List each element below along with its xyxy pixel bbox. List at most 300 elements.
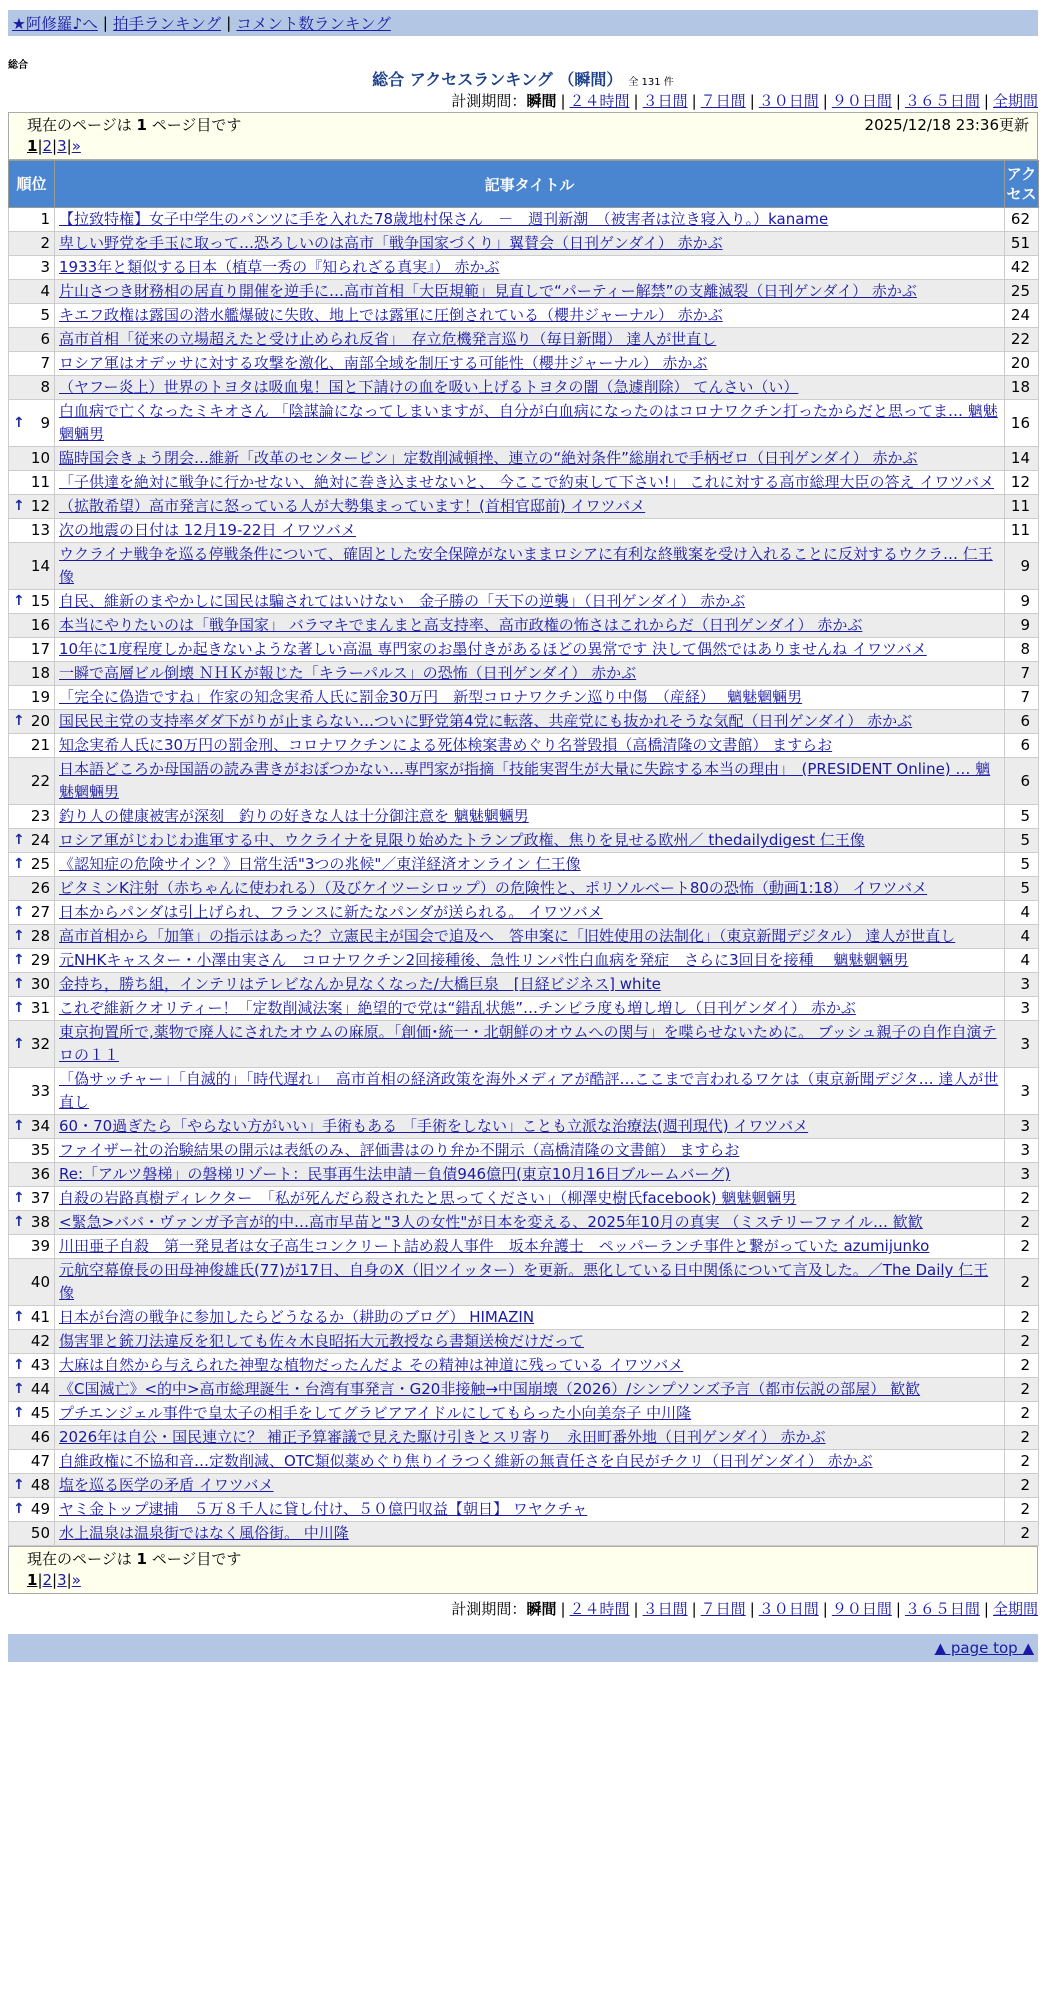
article-link[interactable]: 10年に1度程度しか起きないような著しい高温 専門家のお墨付きがあるほどの異常です 決して偶然ではありませんね イワツバメ <box>59 640 927 658</box>
rank-cell <box>9 1021 55 1068</box>
table-row <box>9 925 1039 949</box>
period-separator: | <box>895 1600 901 1618</box>
article-link[interactable]: 元航空幕僚長の田母神俊雄氏(77)が17日、自身のX（旧ツイッター）を更新。悪化している日中関係について言及した。／The Daily 仁王像 <box>59 1261 989 1302</box>
access-count: 16 <box>1005 400 1039 447</box>
article-link[interactable]: 日本からパンダは引上げられ、フランスに新たなパンダが送られる。 イワツバメ <box>59 903 603 921</box>
title-cell <box>55 1187 1005 1211</box>
page-link[interactable]: » <box>71 1571 81 1589</box>
article-link[interactable]: 塩を巡る医学の矛盾 イワツバメ <box>59 1476 274 1494</box>
period-link[interactable]: ２４時間 <box>569 92 630 110</box>
category-label: 総合 <box>8 60 28 71</box>
article-link[interactable]: 自民、維新のまやかしに国民は騙されてはいけない 金子勝の「天下の逆襲」（日刊ゲンダイ） 赤かぶ <box>59 592 746 610</box>
title-cell <box>55 1402 1005 1426</box>
article-link[interactable]: キエフ政権は露国の潜水艦爆破に失敗、地上では露軍に圧倒されている（櫻井ジャーナル） 赤かぶ <box>59 306 723 324</box>
rank-cell <box>9 614 55 638</box>
period-separator: | <box>560 92 566 110</box>
article-link[interactable]: 日本が台湾の戦争に参加したらどうなるか（耕助のブログ） HIMAZIN <box>59 1308 535 1326</box>
access-count: 4 <box>1005 925 1039 949</box>
rank-cell <box>9 447 55 471</box>
period-separator: | <box>633 92 639 110</box>
pager-status-row <box>27 115 1029 135</box>
article-link[interactable]: 【拉致特権】女子中学生のパンツに手を入れた78歳地村保さん － 週刊新潮 （被害者は泣き寝入り。）kaname <box>59 210 829 228</box>
article-link[interactable]: ロシア軍はオデッサに対する攻撃を激化、南部全域を制圧する可能性（櫻井ジャーナル） 赤かぶ <box>59 354 708 372</box>
rank-up-arrow-icon: ↑ <box>13 1477 25 1493</box>
current-page-post: ページ目です <box>151 116 242 134</box>
rank-cell <box>9 256 55 280</box>
table-row <box>9 973 1039 997</box>
page-title-text: 総合 アクセスランキング （瞬間） <box>372 70 623 89</box>
header-rank: 順位 <box>9 161 55 208</box>
table-row <box>9 853 1039 877</box>
title-cell <box>55 853 1005 877</box>
title-cell <box>55 973 1005 997</box>
access-count: 6 <box>1005 734 1039 758</box>
title-cell <box>55 1259 1005 1306</box>
title-cell <box>55 352 1005 376</box>
article-link[interactable]: 元NHKキャスター・小澤由実さん コロナワクチン2回接種後、急性リンパ性白血病を発症 さらに3回目を接種 魑魅魍魎男 <box>59 951 909 969</box>
access-count: 2 <box>1005 1211 1039 1235</box>
period-link[interactable]: ３６５日間 <box>904 1600 980 1618</box>
rank-number: 46 <box>30 1428 50 1446</box>
rank-cell <box>9 997 55 1021</box>
rank-up-arrow-icon: ↑ <box>13 498 25 514</box>
rank-cell <box>9 877 55 901</box>
header-access: アクセス <box>1005 161 1039 208</box>
rank-up-arrow-icon: ↑ <box>13 593 25 609</box>
rank-up-arrow-icon: ↑ <box>13 1214 25 1230</box>
title-cell <box>55 1115 1005 1139</box>
article-link[interactable]: 臨時国会きょう閉会…維新「改革のセンターピン」定数削減頓挫、連立の“絶対条件”総崩れで手柄ゼロ（日刊ゲンダイ） 赤かぶ <box>59 449 918 467</box>
table-row <box>9 519 1039 543</box>
table-row <box>9 1498 1039 1522</box>
current-page-pre: 現在のページは <box>27 116 132 134</box>
article-link[interactable]: ファイザー社の治験結果の開示は表紙のみ、評価書はのり弁か不開示（高橋清隆の文書館） ますらお <box>59 1141 740 1159</box>
rank-cell <box>9 1330 55 1354</box>
access-count: 5 <box>1005 877 1039 901</box>
title-cell <box>55 662 1005 686</box>
article-link[interactable]: 「子供達を絶対に戦争に行かせない、絶対に巻き込ませないと、 今ここで約束して下さい!」 これに対する高市総理大臣の答え イワツバメ <box>59 473 995 491</box>
access-count: 22 <box>1005 328 1039 352</box>
page-link[interactable]: 2 <box>42 137 53 155</box>
period-link[interactable]: 全期間 <box>992 92 1038 110</box>
rank-number: 29 <box>30 951 50 969</box>
period-link[interactable]: ９０日間 <box>831 92 892 110</box>
current-page-number: 1 <box>136 116 147 134</box>
access-count: 4 <box>1005 949 1039 973</box>
rank-number: 15 <box>30 592 50 610</box>
table-row <box>9 734 1039 758</box>
rank-cell <box>9 1139 55 1163</box>
period-link[interactable]: 全期間 <box>992 1600 1038 1618</box>
title-cell <box>55 1068 1005 1115</box>
title-cell <box>55 925 1005 949</box>
table-row <box>9 1330 1039 1354</box>
access-count: 4 <box>1005 901 1039 925</box>
rank-number: 24 <box>30 831 50 849</box>
article-link[interactable]: 1933年と類似する日本（植草一秀の『知られざる真実』） 赤かぶ <box>59 258 500 276</box>
article-link[interactable]: プチエンジェル事件で皇太子の相手をしてグラビアアイドルにしてもらった小向美奈子 中川隆 <box>59 1404 692 1422</box>
rank-number: 33 <box>30 1081 50 1100</box>
table-row <box>9 901 1039 925</box>
period-link[interactable]: ３６５日間 <box>904 92 980 110</box>
article-link[interactable]: 次の地震の日付は 12月19-22日 イワツバメ <box>59 521 356 539</box>
article-link[interactable]: 本当にやりたいのは「戦争国家」 バラマキでまんまと高支持率、高市政権の怖さはこれからだ（日刊ゲンダイ） 赤かぶ <box>59 616 863 634</box>
period-link[interactable]: ７日間 <box>700 1600 746 1618</box>
rank-cell <box>9 973 55 997</box>
article-link[interactable]: 国民民主党の支持率ダダ下がりが止まらない…ついに野党第4党に転落、共産党にも抜かれそうな気配（日刊ゲンダイ） 赤かぶ <box>59 712 913 730</box>
article-link[interactable]: 自維政権に不協和音…定数削減、OTC類似薬めぐり焦りイラつく維新の無責任さを自民がチクリ（日刊ゲンダイ） 赤かぶ <box>59 1452 873 1470</box>
title-cell <box>55 1354 1005 1378</box>
rank-number: 34 <box>30 1117 50 1135</box>
access-count: 11 <box>1005 495 1039 519</box>
table-row <box>9 1235 1039 1259</box>
title-cell <box>55 543 1005 590</box>
title-cell <box>55 949 1005 973</box>
article-link[interactable]: 水上温泉は温泉街ではなく風俗街。 中川隆 <box>59 1524 349 1542</box>
article-link[interactable]: 白血病で亡くなったミキオさん 「陰謀論になってしまいますが、自分が白血病になったのはコロナワクチン打ったからだと思ってま… 魑魅魍魎男 <box>59 402 998 443</box>
article-link[interactable]: 「完全に偽造ですね」作家の知念実希人氏に罰金30万円 新型コロナワクチン巡り中傷 （産経） 魑魅魍魎男 <box>59 688 803 706</box>
title-cell <box>55 901 1005 925</box>
access-count: 5 <box>1005 829 1039 853</box>
period-separator: | <box>691 1600 697 1618</box>
period-label: 計測期間： <box>451 1600 527 1618</box>
title-cell <box>55 471 1005 495</box>
title-cell <box>55 1235 1005 1259</box>
rank-number: 5 <box>40 306 50 324</box>
rank-cell <box>9 1187 55 1211</box>
period-link[interactable]: ３０日間 <box>758 92 819 110</box>
rank-cell <box>9 208 55 232</box>
title-cell <box>55 877 1005 901</box>
title-cell <box>55 805 1005 829</box>
rank-up-arrow-icon: ↑ <box>13 832 25 848</box>
rank-cell <box>9 400 55 447</box>
rank-number: 35 <box>30 1141 50 1159</box>
page-top-link[interactable]: ▲ page top ▲ <box>934 1639 1034 1657</box>
pager-status-row <box>27 1549 1029 1569</box>
title-cell <box>55 280 1005 304</box>
rank-cell <box>9 1498 55 1522</box>
page-title <box>8 70 1038 90</box>
access-count: 6 <box>1005 758 1039 805</box>
period-selector-bottom <box>8 1598 1038 1620</box>
rank-cell <box>9 1115 55 1139</box>
rank-cell <box>9 710 55 734</box>
rank-cell <box>9 1354 55 1378</box>
title-cell <box>55 376 1005 400</box>
access-count: 2 <box>1005 1354 1039 1378</box>
comment-ranking-link[interactable]: コメント数ランキング <box>236 15 391 33</box>
rank-number: 44 <box>30 1380 50 1398</box>
title-cell <box>55 1211 1005 1235</box>
rank-number: 32 <box>30 1034 50 1053</box>
period-separator: | <box>983 1600 989 1618</box>
period-link[interactable]: ３０日間 <box>758 1600 819 1618</box>
title-cell <box>55 1163 1005 1187</box>
access-count: 2 <box>1005 1402 1039 1426</box>
article-link[interactable]: ヤミ金トップ逮捕 ５万８千人に貸し付け、５０億円収益【朝日】 ワヤクチャ <box>59 1500 588 1518</box>
title-cell <box>55 1522 1005 1546</box>
article-link[interactable]: 《C国滅亡》<的中>高市総理誕生・台湾有事発言・G20非接触→中国崩壊（2026）/シンプソンズ予言（都市伝説の部屋） 歓歓 <box>59 1380 921 1398</box>
table-row <box>9 1139 1039 1163</box>
title-cell <box>55 1474 1005 1498</box>
article-link[interactable]: 自殺の岩路真樹ディレクター 「私が死んだら殺されたと思ってください」（柳澤史樹氏facebook) 魑魅魍魎男 <box>59 1189 797 1207</box>
page <box>8 10 1038 1662</box>
article-link[interactable]: ロシア軍がじわじわ進軍する中、ウクライナを見限り始めたトランプ政権、焦りを見せる欧州／ thedailydigest 仁王像 <box>59 831 865 849</box>
rank-cell <box>9 662 55 686</box>
rank-number: 18 <box>30 664 50 682</box>
page-separator: | <box>66 1571 72 1589</box>
article-link[interactable]: 釣り人の健康被害が深刻 釣りの好きな人は十分御注意を 魑魅魍魎男 <box>59 807 529 825</box>
title-cell <box>55 614 1005 638</box>
rank-cell <box>9 686 55 710</box>
table-row <box>9 400 1039 447</box>
rank-cell <box>9 1068 55 1115</box>
rank-number: 22 <box>30 771 50 790</box>
article-link[interactable]: 東京拘置所で,薬物で廃人にされたオウムの麻原。「創価･統一・北朝鮮のオウムへの関与」を喋らせないために。 ブッシュ親子の自作自演テロの１１ <box>59 1023 997 1064</box>
table-row <box>9 1021 1039 1068</box>
table-row <box>9 1474 1039 1498</box>
rank-up-arrow-icon: ↑ <box>13 1309 25 1325</box>
article-link[interactable]: 《認知症の危険サイン？》日常生活"3つの兆候"／東洋経済オンライン 仁王像 <box>59 855 581 873</box>
table-row <box>9 1522 1039 1546</box>
rank-cell <box>9 1378 55 1402</box>
title-cell <box>55 734 1005 758</box>
rank-number: 26 <box>30 879 50 897</box>
access-count: 3 <box>1005 1021 1039 1068</box>
title-cell <box>55 232 1005 256</box>
period-separator: | <box>822 1600 828 1618</box>
title-cell <box>55 710 1005 734</box>
page-separator: | <box>37 1571 43 1589</box>
access-count: 7 <box>1005 662 1039 686</box>
article-link[interactable]: （ヤフー炎上）世界のトヨタは吸血鬼！国と下請けの血を吸い上げるトヨタの闇（急遽削除） てんさい（い） <box>59 378 799 396</box>
article-link[interactable]: 60・70過ぎたら「やらない方がいい」手術もある 「手術をしない」ことも立派な治療法(週刊現代) イワツバメ <box>59 1117 809 1135</box>
rank-cell <box>9 734 55 758</box>
updated-timestamp: 2025/12/18 23:36更新 <box>864 116 1029 134</box>
title-cell <box>55 304 1005 328</box>
rank-number: 30 <box>30 975 50 993</box>
title-cell <box>55 1450 1005 1474</box>
rank-number: 47 <box>30 1452 50 1470</box>
article-link[interactable]: 高市首相から「加筆」の指示はあった？立憲民主が国会で追及へ 答申案に「旧姓使用の法制化」（東京新聞デジタル） 達人が世直し <box>59 927 956 945</box>
rank-number: 13 <box>30 521 50 539</box>
access-count: 14 <box>1005 447 1039 471</box>
article-link[interactable]: 卑しい野党を手玉に取って…恐ろしいのは高市「戦争国家づくり」翼賛会（日刊ゲンダイ） 赤かぶ <box>59 234 723 252</box>
access-count: 2 <box>1005 1187 1039 1211</box>
access-count: 12 <box>1005 471 1039 495</box>
rank-cell <box>9 495 55 519</box>
table-row <box>9 1450 1039 1474</box>
page-link-current[interactable]: 1 <box>27 1571 38 1589</box>
article-link[interactable]: これぞ維新クオリティー！「定数削減法案」絶望的で党は“錯乱状態”…チンピラ度も増し増し（日刊ゲンダイ） 赤かぶ <box>59 999 856 1017</box>
rank-up-arrow-icon: ↑ <box>13 1357 25 1373</box>
article-link[interactable]: 知念実希人氏に30万円の罰金刑、コロナワクチンによる死体検案書めぐり名誉毀損（高橋清隆の文書館） ますらお <box>59 736 833 754</box>
table-row <box>9 471 1039 495</box>
period-link[interactable]: ２４時間 <box>569 1600 630 1618</box>
current-page-post: ページ目です <box>151 1550 242 1568</box>
article-link[interactable]: 大麻は自然から与えられた神聖な植物だったんだよ その精神は神道に残っている イワツバメ <box>59 1356 684 1374</box>
period-current: 瞬間 <box>526 1600 557 1618</box>
article-link[interactable]: Re:「アルツ磐梯」の磐梯リゾート：民事再生法申請－負債946億円(東京10月16日ブルームバーグ) <box>59 1165 731 1183</box>
rank-up-arrow-icon: ↑ <box>13 952 25 968</box>
rank-number: 45 <box>30 1404 50 1422</box>
article-link[interactable]: ウクライナ戦争を巡る停戦条件について、確固とした安全保障がないままロシアに有利な終戦案を受け入れることに反対するウクラ… 仁王像 <box>59 545 993 586</box>
access-count: 3 <box>1005 1068 1039 1115</box>
rank-up-arrow-icon: ↑ <box>13 976 25 992</box>
access-count: 7 <box>1005 686 1039 710</box>
table-row <box>9 495 1039 519</box>
access-count: 8 <box>1005 638 1039 662</box>
page-link[interactable]: 3 <box>57 1571 67 1589</box>
period-separator: | <box>749 1600 755 1618</box>
access-count: 2 <box>1005 1330 1039 1354</box>
rank-number: 3 <box>40 258 50 276</box>
access-count: 3 <box>1005 973 1039 997</box>
rank-up-arrow-icon: ↑ <box>13 904 25 920</box>
rank-number: 36 <box>30 1165 50 1183</box>
article-link[interactable]: ビタミンK注射（赤ちゃんに使われる）（及びケイツーシロップ）の危険性と、ポリソルベート80の恐怖（動画1:18） イワツバメ <box>59 879 928 897</box>
access-count: 2 <box>1005 1426 1039 1450</box>
rank-number: 37 <box>30 1189 50 1207</box>
rank-number: 2 <box>40 234 50 252</box>
article-link[interactable]: 傷害罪と銃刀法違反を犯しても佐々木良昭拓大元教授なら書類送検だけだって <box>59 1332 585 1350</box>
page-links <box>27 1569 1029 1593</box>
period-selector-top <box>8 90 1038 112</box>
table-row <box>9 376 1039 400</box>
access-count: 51 <box>1005 232 1039 256</box>
total-count: 全 131 件 <box>628 77 674 88</box>
page-link[interactable]: 3 <box>57 137 67 155</box>
title-cell <box>55 829 1005 853</box>
header-title: 記事タイトル <box>55 161 1005 208</box>
table-row <box>9 949 1039 973</box>
rank-cell <box>9 1474 55 1498</box>
current-page-text <box>27 1549 241 1569</box>
title-cell <box>55 328 1005 352</box>
rank-number: 6 <box>40 330 50 348</box>
period-link[interactable]: ７日間 <box>700 92 746 110</box>
rank-number: 42 <box>30 1332 50 1350</box>
nav-separator: | <box>102 14 109 32</box>
rank-number: 7 <box>40 354 50 372</box>
access-count: 3 <box>1005 997 1039 1021</box>
table-row <box>9 997 1039 1021</box>
ranking-body <box>9 208 1039 1546</box>
period-link[interactable]: ３日間 <box>642 92 688 110</box>
rank-number: 21 <box>30 736 50 754</box>
article-link[interactable]: 川田亜子自殺 第一発見者は女子高生コンクリート詰め殺人事件 坂本弁護士 ペッパーランチ事件と繋がっていた azumijunko <box>59 1237 930 1255</box>
page-link-current[interactable]: 1 <box>27 137 38 155</box>
title-cell <box>55 1139 1005 1163</box>
title-cell <box>55 638 1005 662</box>
rank-number: 4 <box>40 282 50 300</box>
table-row <box>9 758 1039 805</box>
access-count: 2 <box>1005 1378 1039 1402</box>
ranking-table <box>8 160 1039 1546</box>
rank-cell <box>9 304 55 328</box>
table-row <box>9 1211 1039 1235</box>
rank-number: 25 <box>30 855 50 873</box>
article-link[interactable]: <緊急>ババ・ヴァンガ予言が的中…高市早苗と"3人の女性"が日本を変える、2025年10月の真実 （ミステリーファイル… 歓歓 <box>59 1213 923 1231</box>
rank-number: 28 <box>30 927 50 945</box>
table-row <box>9 1068 1039 1115</box>
title-cell <box>55 1330 1005 1354</box>
article-link[interactable]: 「偽サッチャー」「自滅的」「時代遅れ」 高市首相の経済政策を海外メディアが酷評…ここまで言われるワケは（東京新聞デジタ… 達人が世直し <box>59 1070 999 1111</box>
article-link[interactable]: 片山さつき財務相の居直り開催を逆手に…高市首相「大臣規範」見直しで“パーティー解禁”の支離滅裂（日刊ゲンダイ） 赤かぶ <box>59 282 917 300</box>
table-row <box>9 256 1039 280</box>
table-row <box>9 710 1039 734</box>
access-count: 9 <box>1005 590 1039 614</box>
table-header-row <box>9 161 1039 208</box>
access-count: 62 <box>1005 208 1039 232</box>
period-separator: | <box>895 92 901 110</box>
rank-cell <box>9 853 55 877</box>
article-link[interactable]: 一瞬で高層ビル倒壊 ＮＨＫが報じた「キラーパルス」の恐怖（日刊ゲンダイ） 赤かぶ <box>59 664 637 682</box>
clap-ranking-link[interactable]: 拍手ランキング <box>113 15 222 33</box>
rank-cell <box>9 1522 55 1546</box>
rank-number: 1 <box>40 210 50 228</box>
access-count: 2 <box>1005 1235 1039 1259</box>
rank-number: 9 <box>40 413 50 432</box>
article-link[interactable]: （拡散希望）高市発言に怒っている人が大勢集まっています！(首相官邸前) イワツバメ <box>59 497 646 515</box>
page-link[interactable]: 2 <box>42 1571 53 1589</box>
access-count: 2 <box>1005 1498 1039 1522</box>
period-separator: | <box>749 92 755 110</box>
period-label: 計測期間： <box>451 92 527 110</box>
rank-up-arrow-icon: ↑ <box>13 856 25 872</box>
rank-cell <box>9 1211 55 1235</box>
rank-up-arrow-icon: ↑ <box>13 1405 25 1421</box>
article-link[interactable]: 金持ち，勝ち組，インテリはテレビなんか見なくなった/大橋巨泉 [日経ビジネス] white <box>59 975 661 993</box>
article-link[interactable]: 2026年は自公・国民連立に？ 補正予算審議で見えた駆け引きとスリ寄り 永田町番外地（日刊ゲンダイ） 赤かぶ <box>59 1428 826 1446</box>
access-count: 42 <box>1005 256 1039 280</box>
table-row <box>9 352 1039 376</box>
access-count: 3 <box>1005 1163 1039 1187</box>
rank-up-arrow-icon: ↑ <box>13 928 25 944</box>
article-link[interactable]: 高市首相「従来の立場超えたと受け止められ反省」 存立危機発言巡り（毎日新聞） 達人が世直し <box>59 330 717 348</box>
title-cell <box>55 758 1005 805</box>
page-link[interactable]: » <box>71 137 81 155</box>
access-count: 11 <box>1005 519 1039 543</box>
table-row <box>9 877 1039 901</box>
period-link[interactable]: ９０日間 <box>831 1600 892 1618</box>
title-cell <box>55 400 1005 447</box>
rank-number: 39 <box>30 1237 50 1255</box>
rank-cell <box>9 1235 55 1259</box>
period-separator: | <box>822 92 828 110</box>
rank-cell <box>9 1450 55 1474</box>
home-link[interactable]: ★阿修羅♪へ <box>12 15 98 33</box>
article-link[interactable]: 日本語どころか母国語の読み書きがおぼつかない…専門家が指摘「技能実習生が大量に失踪する本当の理由」 (PRESIDENT Online) … 魑魅魍魎男 <box>59 760 991 801</box>
rank-cell <box>9 1402 55 1426</box>
rank-number: 31 <box>30 999 50 1017</box>
period-separator: | <box>691 92 697 110</box>
access-count: 2 <box>1005 1259 1039 1306</box>
rank-number: 40 <box>30 1272 50 1291</box>
rank-number: 49 <box>30 1500 50 1518</box>
rank-cell <box>9 758 55 805</box>
access-count: 5 <box>1005 853 1039 877</box>
table-row <box>9 1163 1039 1187</box>
rank-cell <box>9 280 55 304</box>
page-separator: | <box>37 137 43 155</box>
rank-up-arrow-icon: ↑ <box>13 1118 25 1134</box>
period-link[interactable]: ３日間 <box>642 1600 688 1618</box>
table-row <box>9 328 1039 352</box>
table-row <box>9 1426 1039 1450</box>
rank-number: 23 <box>30 807 50 825</box>
